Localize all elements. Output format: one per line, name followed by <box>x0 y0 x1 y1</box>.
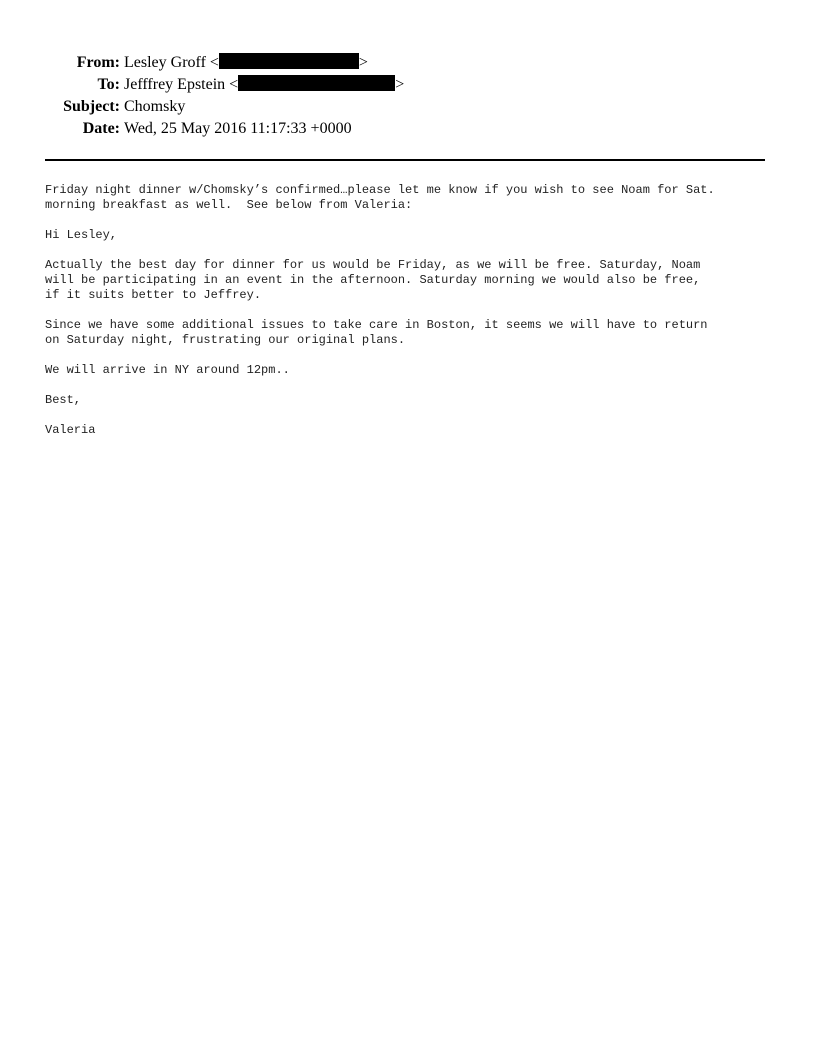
body-paragraph <box>45 183 785 213</box>
redacted-email-box <box>219 53 359 69</box>
date-row <box>0 118 816 140</box>
body-line: on Saturday night, frustrating our original plans. <box>45 333 406 347</box>
date-label: Date: <box>82 120 120 137</box>
redacted-email-box <box>238 75 395 91</box>
header-divider <box>45 159 765 161</box>
subject-row <box>0 96 816 118</box>
subject-value: Chomsky <box>124 98 186 115</box>
body-line: Actually the best day for dinner for us would be Friday, as we will be free. Saturday, Noam <box>45 258 701 272</box>
email-body <box>45 183 785 453</box>
body-line: Since we have some additional issues to take care in Boston, it seems we will have to return <box>45 318 708 332</box>
closing: Best, <box>45 393 82 407</box>
body-line: will be participating in an event in the afternoon. Saturday morning we would also be free, <box>45 273 701 287</box>
body-line: morning breakfast as well. See below from Valeria: <box>45 198 413 212</box>
from-value <box>124 52 368 74</box>
body-paragraph <box>45 318 785 348</box>
to-value <box>124 74 404 96</box>
from-label: From: <box>76 54 120 71</box>
to-row <box>0 74 816 96</box>
body-line: if it suits better to Jeffrey. <box>45 288 262 302</box>
subject-label: Subject: <box>63 98 120 115</box>
date-value: Wed, 25 May 2016 11:17:33 +0000 <box>124 120 352 137</box>
body-paragraph <box>45 258 785 303</box>
greeting: Hi Lesley, <box>45 228 118 242</box>
body-line: Friday night dinner w/Chomsky’s confirmed…please let me know if you wish to see Noam for Sat. <box>45 183 715 197</box>
to-close-bracket: > <box>395 76 405 93</box>
signature: Valeria <box>45 423 96 437</box>
email-header <box>0 52 816 140</box>
from-row <box>0 52 816 74</box>
to-name: Jefffrey Epstein < <box>124 76 239 93</box>
to-label: To: <box>97 76 120 93</box>
from-close-bracket: > <box>358 54 368 71</box>
from-name: Lesley Groff < <box>124 54 219 71</box>
body-paragraph: We will arrive in NY around 12pm.. <box>45 363 290 377</box>
